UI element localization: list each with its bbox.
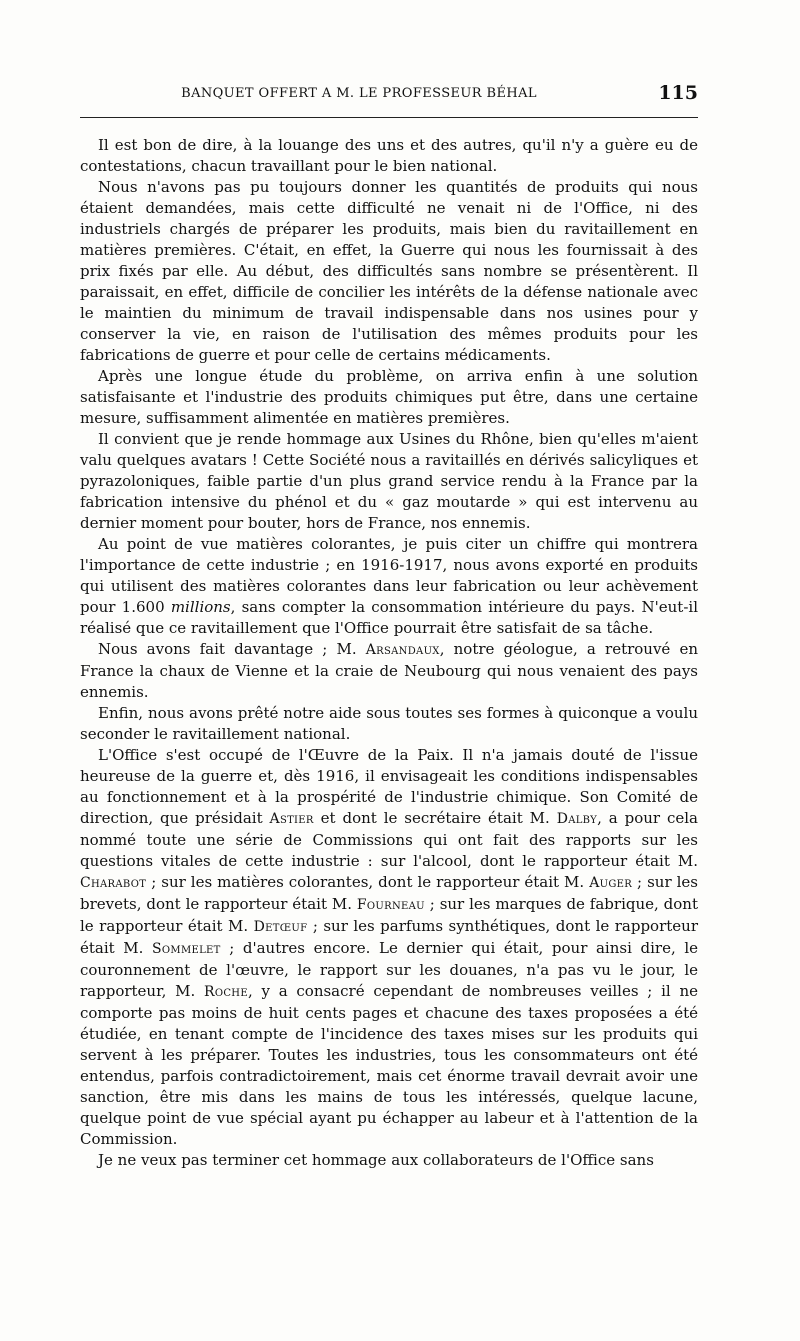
- paragraph-text: , a pour cela nommé toute une série de Commissions qui ont fait des rapports sur les questions vitales de cette industrie : sur l'alcool, dont le rapporteur était M.: [80, 809, 698, 870]
- body-text: [80, 135, 698, 1171]
- paragraph-text: ; sur les marques de fabrique, dont le rapporteur était M.: [80, 895, 698, 935]
- paragraph-text: et dont le secrétaire était M.: [313, 809, 557, 827]
- paragraph-text: Nous avons fait davantage ; M.: [98, 640, 366, 658]
- header-rule: [80, 117, 698, 118]
- paragraph-text: ; d'autres encore. Le dernier qui était, pour ainsi dire, le couronnement de l'œuvre, le rapport sur les douanes, n'a pas vu le jour, le rapporteur, M.: [80, 939, 698, 1000]
- paragraph: [80, 534, 698, 639]
- person-name: Detœuf: [253, 919, 308, 935]
- paragraph: Nous n'avons pas pu toujours donner les quantités de produits qui nous étaient demandées, mais cette difficulté ne venait ni de l'Office, ni des industriels chargés de préparer les produits, mais bien du ravitaillement en matières premières. C'était, en effet, la Guerre qui nous les fournissait à des prix fixés par elle. Au début, des difficultés sans nombre se présentèrent. Il paraissait, en effet, difficile de concilier les intérêts de la défense nationale avec le maintien du minimum de travail indispensable dans nos usines pour y conserver la vie, en raison de l'utilisation des mêmes produits pour les fabrications de guerre et pour celle de certains médicaments.: [80, 178, 698, 364]
- paragraph-text: Au point de vue matières colorantes, je puis citer un chiffre qui montrera l'importance de cette industrie ; en 1916-1917, nous avons exporté en produits qui utilisent des matières colorantes dans leur fabrication ou leur achèvement pour 1.600: [80, 535, 698, 616]
- paragraph: [80, 745, 698, 1150]
- paragraph-text: ; sur les brevets, dont le rapporteur était M.: [80, 873, 698, 913]
- paragraph-text: ; sur les matières colorantes, dont le rapporteur était M.: [146, 873, 590, 891]
- person-name: Charabot: [80, 875, 147, 891]
- paragraph-text: , notre géologue, a retrouvé en France la chaux de Vienne et la craie de Neubourg qui nous venaient des pays ennemis.: [80, 640, 698, 701]
- person-name: Auger: [589, 875, 633, 891]
- person-name: Roche: [204, 984, 248, 1000]
- running-title: BANQUET OFFERT A M. LE PROFESSEUR BÉHAL: [181, 86, 537, 101]
- paragraph: Il est bon de dire, à la louange des uns et des autres, qu'il n'y a guère eu de contestations, chacun travaillant pour le bien national.: [80, 136, 698, 175]
- paragraph-text: ; sur les parfums synthétiques, dont le rapporteur était M.: [80, 917, 698, 957]
- page-number: 115: [658, 82, 698, 104]
- paragraph-text: L'Office s'est occupé de l'Œuvre de la Paix. Il n'a jamais douté de l'issue heureuse de la guerre et, dès 1916, il envisageait les conditions indispensables au fonctionnement et à la prospérité de l'industrie chimique. Son Comité de direction, que présidait: [80, 746, 698, 827]
- paragraph: [80, 639, 698, 703]
- emphasis-text: millions: [170, 598, 231, 616]
- paragraph: Je ne veux pas terminer cet hommage aux collaborateurs de l'Office sans: [98, 1151, 654, 1169]
- person-name: Dalby: [556, 811, 598, 827]
- paragraph-text: , sans compter la consommation intérieure du pays. N'eut-il réalisé que ce ravitaillement que l'Office pourrait être satisfait de sa tâche.: [80, 598, 698, 637]
- running-header: [80, 82, 698, 106]
- paragraph: Après une longue étude du problème, on arriva enfin à une solution satisfaisante et l'industrie des produits chimiques put être, dans une certaine mesure, suffisamment alimentée en matières premières.: [80, 367, 698, 427]
- person-name: Arsandaux: [365, 642, 440, 658]
- person-name: Fourneau: [356, 897, 425, 913]
- person-name: Astier: [269, 811, 314, 827]
- paragraph: Il convient que je rende hommage aux Usines du Rhône, bien qu'elles m'aient valu quelques avatars ! Cette Société nous a ravitaillés en dérivés salicyliques et pyrazoloniques, faible partie d'un plus grand service rendu à la France par la fabrication intensive du phénol et du « gaz moutarde » qui est intervenu au dernier moment pour bouter, hors de France, nos ennemis.: [80, 430, 698, 532]
- person-name: Sommelet: [152, 941, 221, 957]
- paragraph: Enfin, nous avons prêté notre aide sous toutes ses formes à quiconque a voulu seconder le ravitaillement national.: [80, 704, 698, 743]
- paragraph-text: , y a consacré cependant de nombreuses veilles ; il ne comporte pas moins de huit cents pages et chacune des taxes proposées a été étudiée, en tenant compte de l'incidence des taxes mises sur les produits qui servent à les préparer. Toutes les industries, tous les consommateurs ont été entendus, parfois contradictoirement, mais cet énorme travail devrait avoir une sanction, être mis dans les mains de tous les intéressés, quelque lacune, quelque point de vue spécial ayant pu échapper au labeur et à l'attention de la Commission.: [80, 982, 698, 1148]
